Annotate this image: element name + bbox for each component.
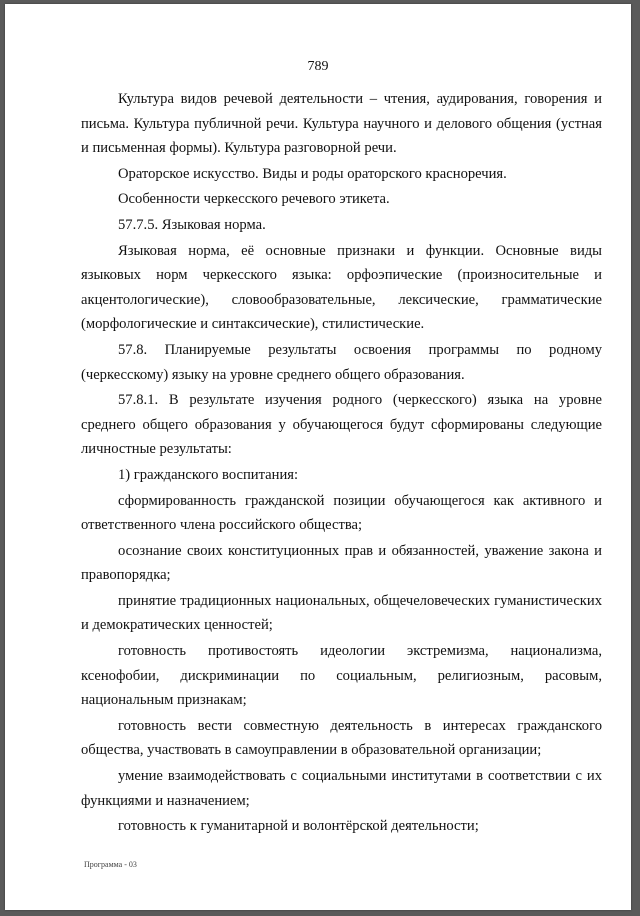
- list-item-traditional-values: принятие традиционных национальных, общечеловеческих гуманистических и демократических ценностей;: [81, 592, 602, 634]
- list-item-counter-extremism: готовность противостоять идеологии экстремизма, национализма, ксенофобии, дискриминации по социальным, религиозным, расовым, национальным признакам;: [81, 643, 602, 709]
- paragraph-oratory: Ораторское искусство. Виды и роды ораторского красноречия.: [118, 165, 507, 182]
- list-item-constitutional-rights: осознание своих конституционных прав и обязанностей, уважение закона и правопорядка;: [81, 542, 602, 584]
- page-number: 789: [307, 59, 329, 74]
- section-heading-57-8: 57.8. Планируемые результаты освоения программы по родному (черкесскому) языку на уровне среднего общего образования.: [81, 341, 602, 383]
- page-footer: Программа - 03: [84, 860, 137, 869]
- paragraph-speech-culture: Культура видов речевой деятельности – чтения, аудирования, говорения и письма. Культура публичной речи. Культура научного и делового общения (устная и письменная формы). Культура разговорной речи.: [81, 91, 602, 157]
- list-heading-civic-education: 1) гражданского воспитания:: [118, 466, 299, 483]
- document-body: [81, 87, 602, 840]
- list-item-social-institutions: умение взаимодействовать с социальными институтами в соответствии с их функциями и назначением;: [81, 768, 602, 809]
- paragraph-language-norm: Языковая норма, её основные признаки и функции. Основные виды языковых норм черкесского языка: орфоэпические (произносительные и акцентологические), словообразовательные, лексические, грамматические (морфологические и синтаксические), стилистические.: [81, 242, 602, 333]
- paragraph-57-8-1: 57.8.1. В результате изучения родного (черкесского) языка на уровне среднего общего образования у обучающегося будут сформированы следующие личностные результаты:: [81, 392, 602, 458]
- list-item-volunteer: готовность к гуманитарной и волонтёрской деятельности;: [118, 818, 479, 835]
- paragraph-etiquette: Особенности черкесского речевого этикета.: [118, 191, 390, 208]
- list-item-joint-activity: готовность вести совместную деятельность в интересах гражданского общества, участвовать в самоуправлении в образовательной организации;: [81, 717, 602, 759]
- document-page: [5, 4, 631, 910]
- list-item-civic-position: сформированность гражданской позиции обучающегося как активного и ответственного члена российского общества;: [81, 492, 602, 534]
- section-heading-57-7-5: 57.7.5. Языковая норма.: [118, 216, 266, 233]
